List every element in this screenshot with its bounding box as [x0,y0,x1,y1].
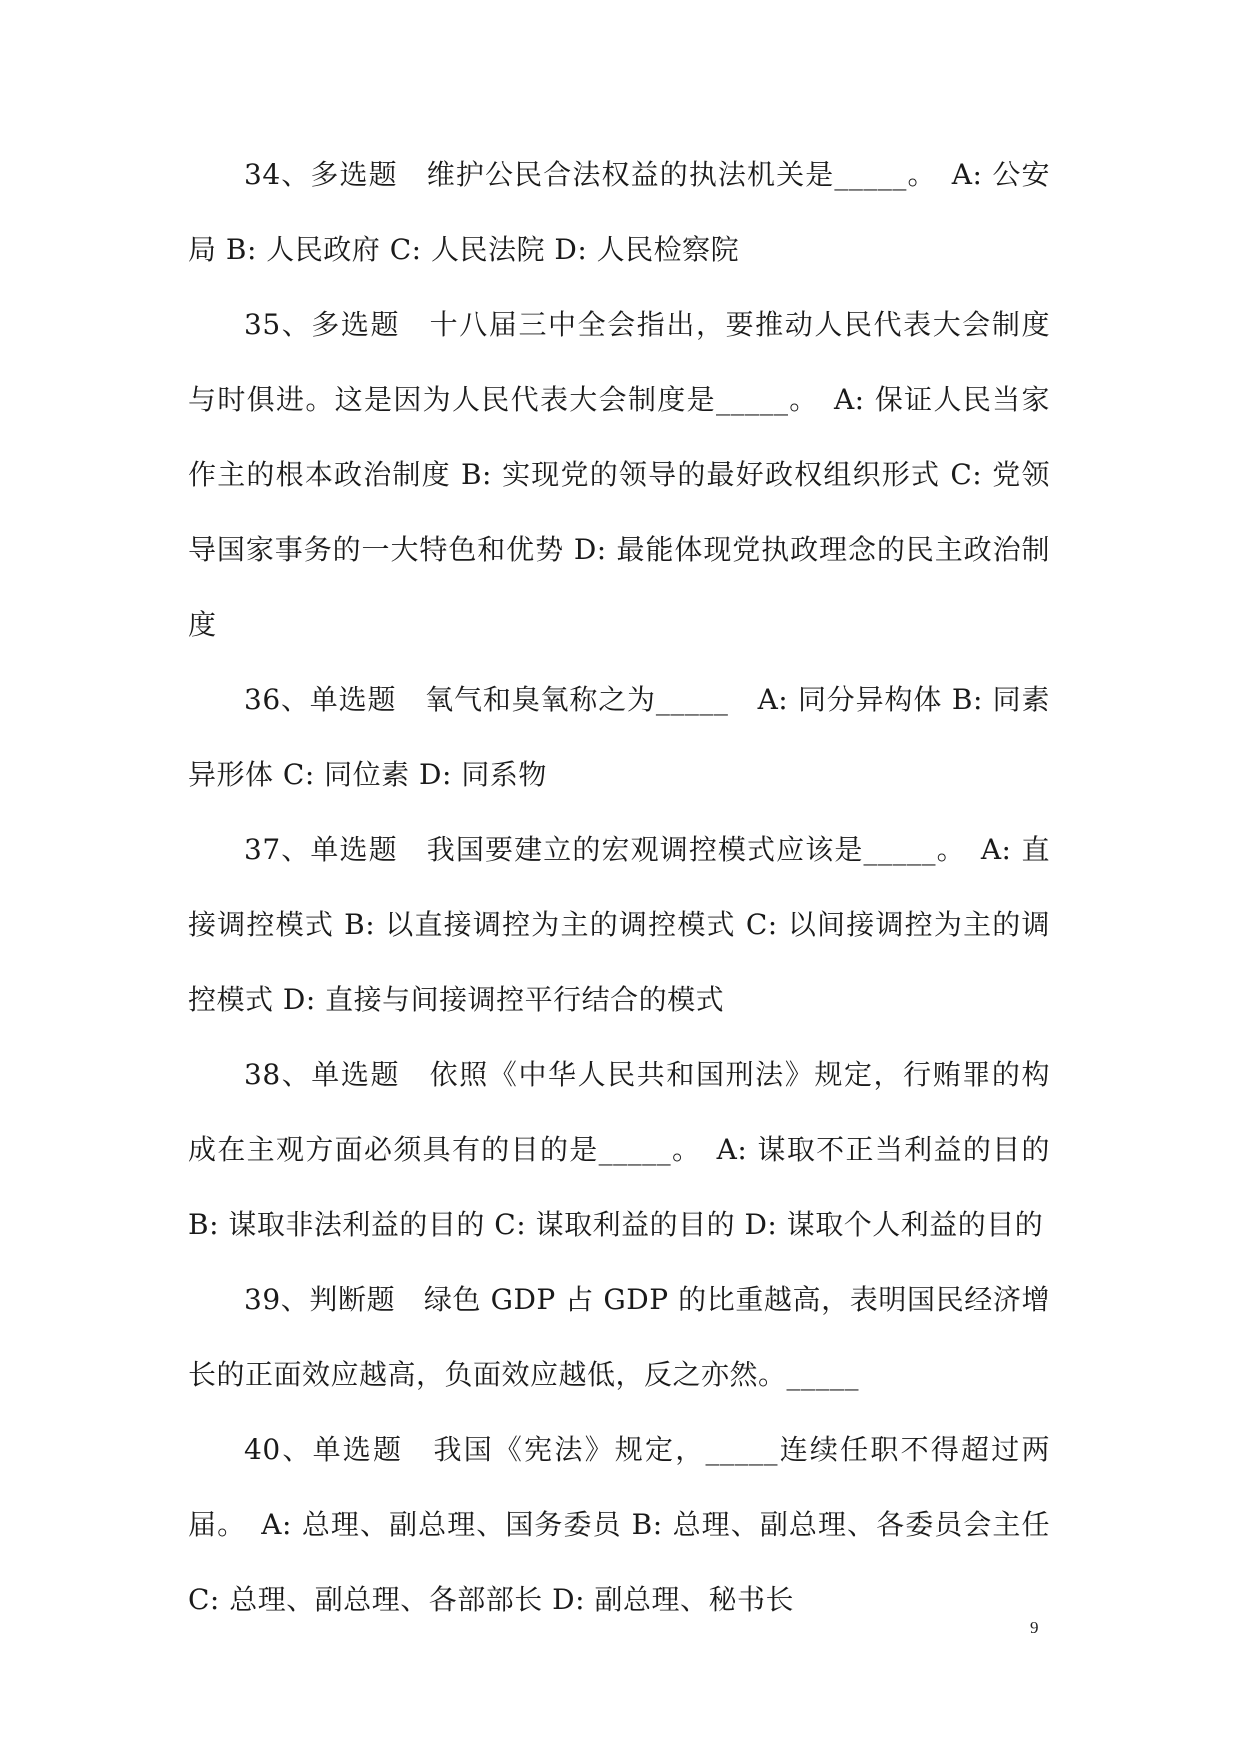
question-39: 39、判断题 绿色 GDP 占 GDP 的比重越高，表明国民经济增长的正面效应越高，负面效应越低，反之亦然。_____ [188,1283,1050,1391]
question-37: 37、单选题 我国要建立的宏观调控模式应该是_____。 A: 直接调控模式 B: 以直接调控为主的调控模式 C: 以间接调控为主的调控模式 D: 直接与间接调控平行结合的模式 [188,833,1050,1016]
question-40: 40、单选题 我国《宪法》规定，_____连续任职不得超过两届。 A: 总理、副总理、国务委员 B: 总理、副总理、各委员会主任 C: 总理、副总理、各部部长 D: 副总理、秘书长 [188,1433,1050,1616]
question-list [188,137,1050,1637]
question-35: 35、多选题 十八届三中全会指出，要推动人民代表大会制度与时俱进。这是因为人民代表大会制度是_____。 A: 保证人民当家作主的根本政治制度 B: 实现党的领导的最好政权组织形式 C: 党领导国家事务的一大特色和优势 D: 最能体现党执政理念的民主政治制度 [188,308,1050,641]
page-number: 9 [1030,1618,1039,1637]
question-36: 36、单选题 氧气和臭氧称之为_____ A: 同分异构体 B: 同素异形体 C: 同位素 D: 同系物 [188,683,1050,791]
question-34: 34、多选题 维护公民合法权益的执法机关是_____。 A: 公安局 B: 人民政府 C: 人民法院 D: 人民检察院 [188,158,1050,266]
question-38: 38、单选题 依照《中华人民共和国刑法》规定，行贿罪的构成在主观方面必须具有的目的是_____。 A: 谋取不正当利益的目的 B: 谋取非法利益的目的 C: 谋取利益的目的 D: 谋取个人利益的目的 [188,1058,1050,1241]
